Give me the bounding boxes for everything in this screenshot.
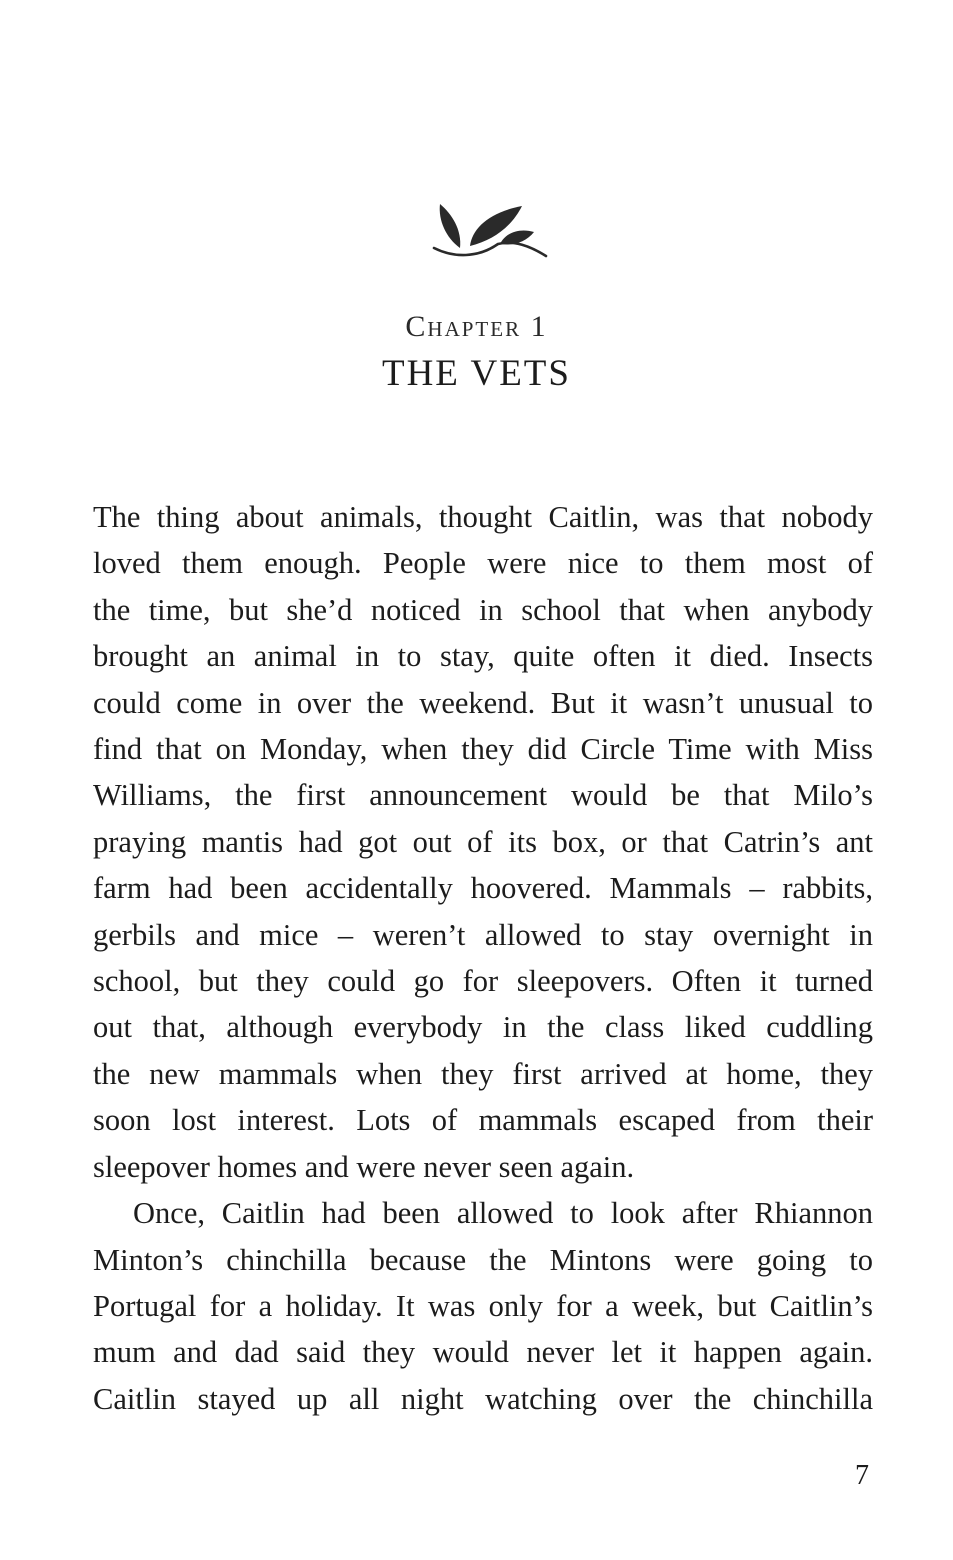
text-line: Caitlin stayed up all night watching over the chinchilla	[93, 1381, 873, 1416]
text-line: brought an animal in to stay, quite often it died. Insects	[93, 639, 873, 674]
text-line: soon lost interest. Lots of mammals escaped from their	[93, 1103, 873, 1138]
text-line: school, but they could go for sleepovers. Often it turned	[93, 964, 873, 999]
leaf-sprig-icon	[426, 198, 548, 264]
text-line: Williams, the first announcement would be that Milo’s	[93, 778, 873, 813]
text-line: find that on Monday, when they did Circle Time with Miss	[93, 732, 873, 767]
text-line: sleepover homes and were never seen again.	[93, 1149, 635, 1184]
text-line: Once, Caitlin had been allowed to look after Rhiannon	[133, 1196, 873, 1231]
text-line: out that, although everybody in the class liked cuddling	[93, 1010, 873, 1045]
text-line: praying mantis had got out of its box, or that Catrin’s ant	[93, 824, 873, 859]
text-line: the time, but she’d noticed in school that when anybody	[93, 592, 873, 627]
text-line: the new mammals when they first arrived at home, they	[93, 1056, 873, 1091]
text-line: gerbils and mice – weren’t allowed to stay overnight in	[93, 917, 873, 952]
text-line: farm had been accidentally hoovered. Mammals – rabbits,	[93, 871, 873, 906]
paragraph	[93, 1190, 873, 1422]
text-line: mum and dad said they would never let it happen again.	[93, 1335, 873, 1370]
chapter-title: THE VETS	[381, 353, 571, 394]
page-number: 7	[855, 1460, 869, 1491]
text-line: Portugal for a holiday. It was only for a week, but Caitlin’s	[93, 1288, 873, 1323]
body-text	[93, 494, 873, 1422]
paragraph	[93, 494, 873, 1190]
text-line: The thing about animals, thought Caitlin, was that nobody	[93, 500, 873, 534]
text-line: Minton’s chinchilla because the Mintons were going to	[93, 1242, 873, 1277]
text-line: could come in over the weekend. But it wasn’t unusual to	[93, 685, 873, 720]
chapter-label: Chapter 1	[405, 310, 548, 343]
text-line: loved them enough. People were nice to them most of	[93, 546, 873, 581]
